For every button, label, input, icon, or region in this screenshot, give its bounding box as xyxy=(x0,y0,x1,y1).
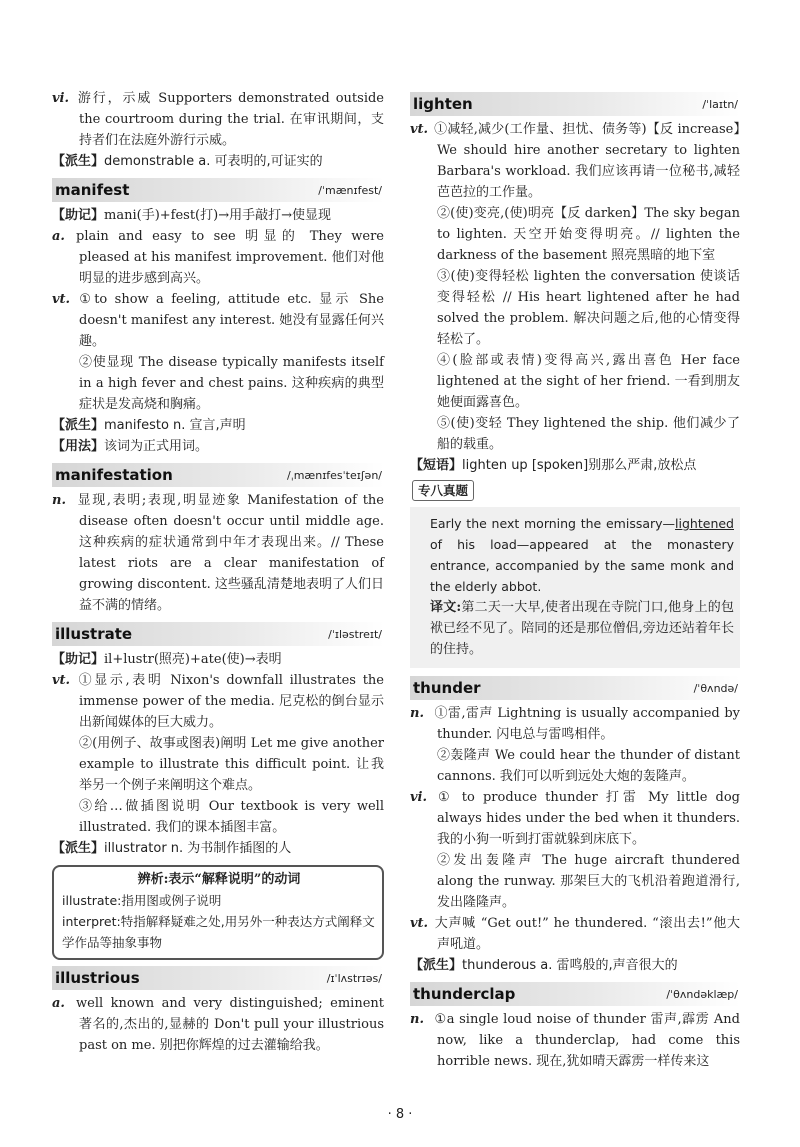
left-column xyxy=(52,88,384,1056)
exam-translation: 译文:第二天一大早,使者出现在寺院门口,他身上的包袱已经不见了。陪同的还是那位僧侣,旁边还站着年长的住持。 xyxy=(430,600,734,657)
definition-3: ③(使)变得轻松 lighten the conversation 使谈话变得轻松 // His heart lightened after he had solved the problem. 解决问题之后,他的心情变得轻松了。 xyxy=(437,269,740,347)
exam-section xyxy=(410,476,740,668)
usage-note: 【用法】该词为正式用词。 xyxy=(52,439,209,454)
derivative: 【派生】demonstrable a. 可表明的,可证实的 xyxy=(52,154,323,169)
box-line-2: interpret:特指解释疑难之处,用另外一种表达方式阐释文学作品等抽象事物 xyxy=(62,914,375,950)
headword-bar xyxy=(410,676,740,700)
pronunciation: /ɪˈlʌstrɪəs/ xyxy=(326,971,382,985)
exam-tag: 专八真题 xyxy=(412,480,474,501)
headword-bar xyxy=(410,92,740,116)
entry-illustrate xyxy=(52,622,384,859)
headword-bar xyxy=(52,178,384,202)
definition-2: ②(使)变亮,(使)明亮【反 darken】The sky began to lighten. 天空开始变得明亮。// lighten the darkness of the basement 照亮黑暗的地下室 xyxy=(437,206,740,263)
definition-2: ②(用例子、故事或图表)阐明 Let me give another example to illustrate this difficult point. 让我举另一个例子来阐明这个难点。 xyxy=(79,736,384,793)
headword-bar xyxy=(52,622,384,646)
exam-box xyxy=(410,507,740,668)
definition-n1: n. ①雷,雷声 Lightning is usually accompanied by thunder. 闪电总与雷鸣相伴。 xyxy=(410,706,740,742)
box-line-1: illustrate:指用图或例子说明 xyxy=(62,893,222,908)
definition: n. ①a single loud noise of thunder 雷声,霹雳 And now, like a thunderclap, had come this horrible news. 现在,犹如晴天霹雳一样传来这 xyxy=(410,1012,740,1069)
derivative: 【派生】illustrator n. 为书制作插图的人 xyxy=(52,841,292,856)
headword-bar xyxy=(52,463,384,487)
definition: n. 显现,表明;表现,明显迹象 Manifestation of the disease often doesn't occur until middle age. 这种疾病的症状通常到中年才表现出来。// These latest riots are a clear manifestation of growing discontent. 这些骚乱清楚地表明了人们日益不满的情绪。 xyxy=(52,493,384,613)
page-number: · 8 · xyxy=(387,1107,413,1122)
definition-vi2: ②发出轰隆声 The huge aircraft thundered along the runway. 那架巨大的飞机沿着跑道滑行,发出隆隆声。 xyxy=(437,853,740,910)
headword: manifest xyxy=(55,181,130,199)
definition-4: ④(脸部或表情)变得高兴,露出喜色 Her face lightened at the sight of her friend. 一看到朋友她便面露喜色。 xyxy=(437,353,740,410)
pronunciation: /ˈɪləstreɪt/ xyxy=(328,627,382,641)
synonym-box xyxy=(52,865,384,960)
headword: illustrate xyxy=(55,625,133,643)
definition-vi1: vi. ① to produce thunder 打雷 My little dog always hides under the bed when it thunders. 我的小狗一听到打雷就躲到床底下。 xyxy=(410,790,740,847)
derivative: 【派生】thunderous a. 雷鸣般的,声音很大的 xyxy=(410,958,678,973)
pronunciation: /ˈθʌndə/ xyxy=(693,681,738,695)
pronunciation: /ˌmænɪfesˈteɪʃən/ xyxy=(286,468,382,482)
definition: vi. 游行，示威 Supporters demonstrated outside the courtroom during the trial. 在审讯期间，支持者们在法庭外游行示威。 xyxy=(52,91,384,148)
definition-adj: a. plain and easy to see 明显的 They were pleased at his manifest improvement. 他们对他明显的进步感到高兴。 xyxy=(52,229,384,286)
definition-n2: ②轰隆声 We could hear the thunder of distant cannons. 我们可以听到远处大炮的轰隆声。 xyxy=(437,748,740,784)
definition-1: vt. ①减轻,减少(工作量、担忧、债务等)【反 increase】We should hire another secretary to lighten Barbara's workload. 我们应该再请一位秘书,减轻芭芭拉的工作量。 xyxy=(410,122,740,200)
headword: manifestation xyxy=(55,466,173,484)
headword-bar xyxy=(52,966,384,990)
entry-thunderclap xyxy=(410,982,740,1072)
headword: thunder xyxy=(413,679,481,697)
mnemonic: 【助记】il+lustr(照亮)+ate(使)→表明 xyxy=(52,652,282,667)
definition-vt2: ②使显现 The disease typically manifests itself in a high fever and chest pains. 这种疾病的典型症状是发高烧和胸痛。 xyxy=(79,355,384,412)
definition: a. well known and very distinguished; eminent 著名的,杰出的,显赫的 Don't pull your illustrious past on me. 别把你辉煌的过去灌输给我。 xyxy=(52,996,384,1053)
derivative: 【派生】manifesto n. 宣言,声明 xyxy=(52,418,246,433)
definition-3: ③给…做插图说明 Our textbook is very well illustrated. 我们的课本插图丰富。 xyxy=(79,799,384,835)
definition-5: ⑤(使)变轻 They lightened the ship. 他们减少了船的载重。 xyxy=(437,416,740,452)
pronunciation: /ˈmænɪfest/ xyxy=(318,183,382,197)
entry-manifestation xyxy=(52,463,384,616)
pronunciation: /ˈlaɪtn/ xyxy=(702,97,738,111)
entry-manifest xyxy=(52,178,384,457)
exam-text: Early the next morning the emissary—lightened of his load—appeared at the monastery entrance, accompanied by the same monk and the elderly abbot. xyxy=(430,516,734,594)
entry-demonstrate-continued xyxy=(52,88,384,172)
phrase: 【短语】lighten up [spoken]别那么严肃,放松点 xyxy=(410,458,697,473)
definition-1: vt. ①显示,表明 Nixon's downfall illustrates the immense power of the media. 尼克松的倒台显示出新闻媒体的巨大威力。 xyxy=(52,673,384,730)
mnemonic: 【助记】mani(手)+fest(打)→用手敲打→使显现 xyxy=(52,208,331,223)
headword: thunderclap xyxy=(413,985,516,1003)
entry-thunder xyxy=(410,676,740,976)
entry-illustrious xyxy=(52,966,384,1056)
headword: lighten xyxy=(413,95,473,113)
definition-vt: vt. 大声喊 “Get out!” he thundered. “滚出去!”他大声吼道。 xyxy=(410,916,740,952)
pronunciation: /ˈθʌndəklæp/ xyxy=(666,987,738,1001)
right-column xyxy=(410,92,740,1072)
headword: illustrious xyxy=(55,969,140,987)
box-title: 辨析:表示“解释说明”的动词 xyxy=(137,872,301,887)
definition-vt1: vt. ①to show a feeling, attitude etc. 显示 She doesn't manifest any interest. 她没有显露任何兴趣。 xyxy=(52,292,384,349)
entry-lighten xyxy=(410,92,740,476)
headword-bar xyxy=(410,982,740,1006)
